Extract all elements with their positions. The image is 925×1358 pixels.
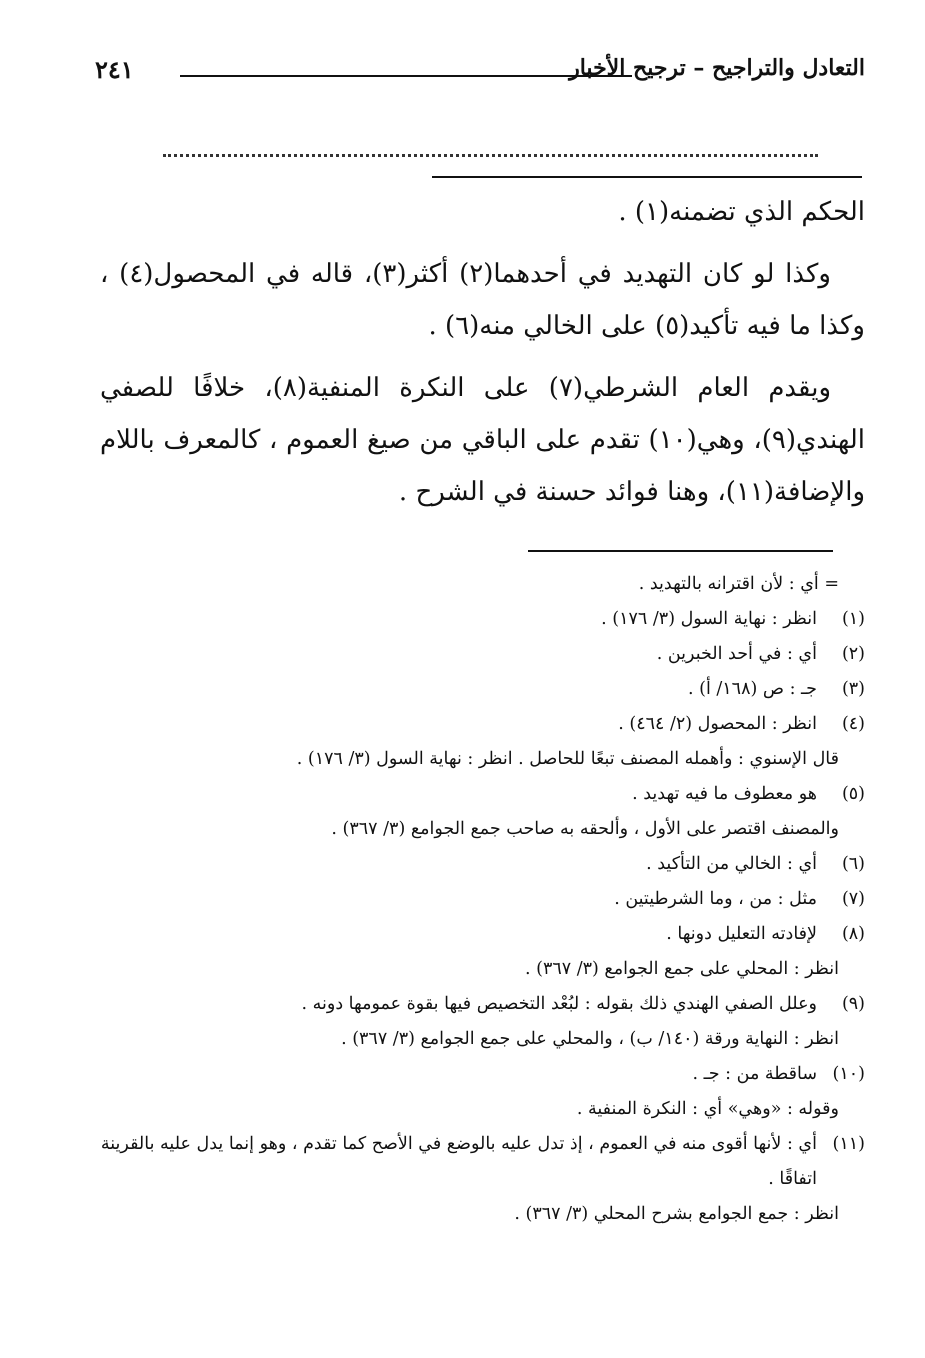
omission-dots	[163, 140, 818, 157]
paragraph-2: وكذا لو كان التهديد في أحدهما(٢) أكثر(٣)، قاله في المحصول(٤) ، وكذا ما فيه تأكيد(٥) على الخالي منه(٦) .	[100, 259, 865, 341]
footnote-4-continuation: قال الإسنوي : وأهمله المصنف تبعًا للحاصل . انظر : نهاية السول (٣/ ١٧٦) .	[296, 749, 839, 769]
footnote-9	[95, 987, 865, 1022]
footnote-number: (١)	[841, 609, 865, 629]
footnote-text: انظر : المحصول (٢/ ٤٦٤) .	[618, 714, 817, 734]
footnote-text: أي : الخالي من التأكيد .	[646, 854, 817, 874]
paragraph-3: ويقدم العام الشرطي(٧) على النكرة المنفية(٨)، خلافًا للصفي الهندي(٩)، وهي(١٠) تقدم على الباقي من صيغ العموم ، كالمعرف باللام والإضافة(١١)، وهنا فوائد حسنة في الشرح .	[100, 373, 865, 507]
footnote-4	[95, 707, 865, 742]
page-number: ٢٤١	[95, 55, 134, 84]
footnote-number: (٦)	[841, 854, 865, 874]
footnote-separator	[528, 550, 833, 552]
paragraph-1: الحكم الذي تضمنه(١) .	[618, 197, 865, 227]
footnote-8	[95, 917, 865, 952]
footnote-text: انظر : نهاية السول (٣/ ١٧٦) .	[601, 609, 817, 629]
footnote-11	[95, 1127, 865, 1197]
footnote-1	[95, 602, 865, 637]
footnote-8-continuation: انظر : المحلي على جمع الجوامع (٣/ ٣٦٧) .	[524, 959, 839, 979]
footnote-text: مثل : من ، وما الشرطيتين .	[614, 889, 817, 909]
footnote-text: أي : لأنها أقوى منه في العموم ، إذ تدل عليه بالوضع في الأصح كما تقدم ، وهو إنما يدل عليه بالقرينة اتفاقًا .	[100, 1134, 817, 1189]
footnote-text: وعلل الصفي الهندي ذلك بقوله : لبُعْد التخصيص فيها بقوة عمومها دونه .	[301, 994, 817, 1014]
footnote-number: (٤)	[841, 714, 865, 734]
footnote-number: (٨)	[841, 924, 865, 944]
footnote-continued: = أي : لأن اقترانه بالتهديد .	[638, 574, 839, 594]
running-title: التعادل والتراجيح – ترجيح الأخبار	[569, 55, 865, 81]
footnote-10-continuation: وقوله : «وهي» أي : النكرة المنفية .	[576, 1099, 839, 1119]
main-text	[100, 186, 865, 518]
page-header	[95, 55, 865, 95]
footnote-10	[95, 1057, 865, 1092]
footnote-2	[95, 637, 865, 672]
footnote-7	[95, 882, 865, 917]
footnote-11-continuation: انظر : جمع الجوامع بشرح المحلي (٣/ ٣٦٧) .	[514, 1204, 839, 1224]
section-rule	[432, 176, 862, 178]
footnote-number: (٣)	[841, 679, 865, 699]
footnote-5	[95, 777, 865, 812]
footnotes	[95, 567, 865, 1232]
footnote-3	[95, 672, 865, 707]
footnote-text: أي : في أحد الخبرين .	[656, 644, 817, 664]
footnote-6	[95, 847, 865, 882]
footnote-number: (١٠)	[832, 1064, 865, 1084]
footnote-5-continuation: والمصنف اقتصر على الأول ، وألحقه به صاحب جمع الجوامع (٣/ ٣٦٧) .	[331, 819, 839, 839]
footnote-number: (١١)	[832, 1134, 865, 1154]
footnote-text: لإفادته التعليل دونها .	[666, 924, 817, 944]
footnote-number: (٩)	[841, 994, 865, 1014]
footnote-number: (٧)	[841, 889, 865, 909]
footnote-number: (٢)	[841, 644, 865, 664]
footnote-text: ساقطة من : جـ .	[692, 1064, 817, 1084]
footnote-text: جـ : ص (١٦٨/ أ) .	[688, 679, 817, 699]
header-rule	[180, 75, 632, 77]
footnote-9-continuation: انظر : النهاية ورقة (١٤٠/ ب) ، والمحلي على جمع الجوامع (٣/ ٣٦٧) .	[341, 1029, 839, 1049]
footnote-text: هو معطوف ما فيه تهديد .	[632, 784, 817, 804]
footnote-number: (٥)	[841, 784, 865, 804]
